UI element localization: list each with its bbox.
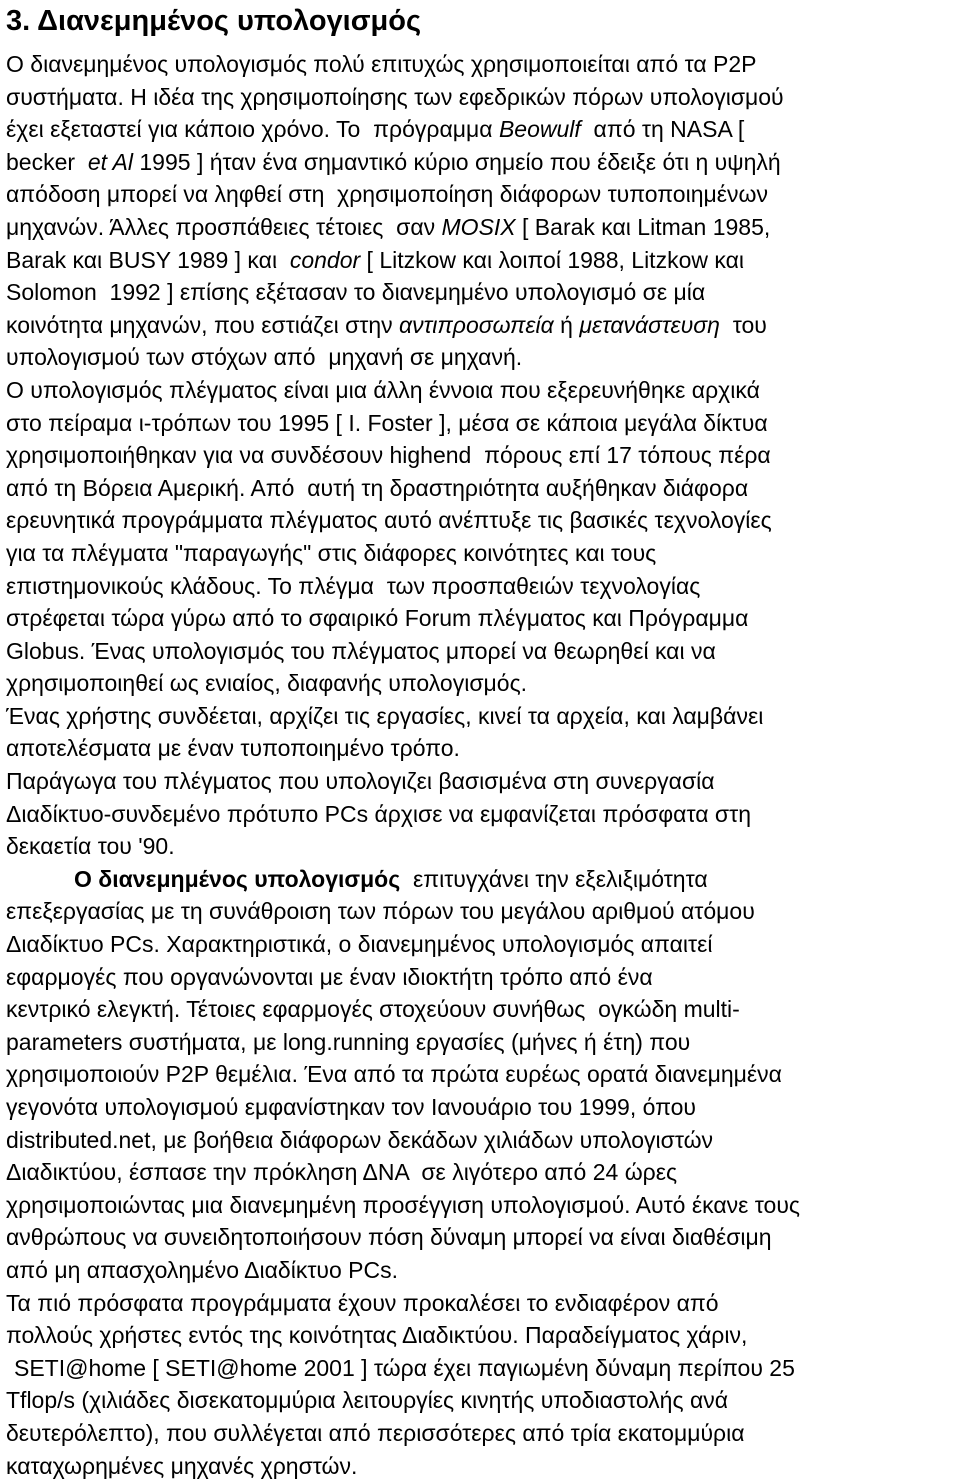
text-line <box>6 341 956 374</box>
text-segment: χρησιμοποιηθεί ως ενιαίος, διαφανής υπολογισμός. <box>6 670 528 697</box>
italic-text: MOSIX <box>441 213 516 240</box>
text-line <box>6 309 956 342</box>
text-segment: υπολογισμού των στόχων από μηχανή σε μηχανή. <box>6 344 523 371</box>
text-segment: Tflop/s (χιλιάδες δισεκατομμύρια λειτουργίες κινητής υποδιαστολής ανά <box>6 1387 729 1414</box>
text-line <box>6 81 956 114</box>
text-segment: μηχανών. Άλλες προσπάθειες τέτοιες σαν <box>6 213 442 240</box>
text-segment: εφαρμογές που οργανώνονται με έναν ιδιοκτήτη τρόπο από ένα <box>6 963 653 990</box>
text-segment: του <box>719 311 767 338</box>
italic-text: et Al <box>87 148 133 175</box>
italic-text: μετανάστευση <box>579 311 720 338</box>
text-segment: χρησιμοποιήθηκαν για να συνδέσουν highend πόρους επί 17 τόπους πέρα <box>6 442 771 469</box>
italic-text: αντιπροσωπεία <box>399 311 554 338</box>
text-segment: δευτερόλεπτο), που συλλέγεται από περισσότερες από τρία εκατομμύρια <box>6 1419 745 1446</box>
text-line <box>6 504 956 537</box>
text-line <box>6 895 956 928</box>
text-segment: από μη απασχολημένο Διαδίκτυο PCs. <box>6 1256 398 1283</box>
text-segment: δεκαετία του '90. <box>6 833 175 860</box>
text-line <box>6 961 956 994</box>
text-segment: κεντρικό ελεγκτή. Τέτοιες εφαρμογές στοχεύουν συνήθως ογκώδη multi- <box>6 996 740 1023</box>
text-line <box>6 570 956 603</box>
text-segment: Ένας χρήστης συνδέεται, αρχίζει τις εργασίες, κινεί τα αρχεία, και λαμβάνει <box>6 702 764 729</box>
text-segment: [ Barak και Litman 1985, <box>515 213 771 240</box>
text-line <box>6 1189 956 1222</box>
text-line <box>6 537 956 570</box>
italic-text: condor <box>289 246 361 273</box>
text-segment: κοινότητα μηχανών, που εστιάζει στην <box>6 311 400 338</box>
text-segment: χρησιμοποιούν P2P θεμέλια. Ένα από τα πρώτα ευρέως ορατά διανεμημένα <box>6 1061 782 1088</box>
text-line <box>6 602 956 635</box>
text-segment: από τη Βόρεια Αμερική. Από αυτή τη δραστηριότητα αυξήθηκαν διάφορα <box>6 474 749 501</box>
text-segment: αποτελέσματα με έναν τυποποιημένο τρόπο. <box>6 735 460 762</box>
text-segment: Διαδίκτυο-συνδεμένο πρότυπο PCs άρχισε να εμφανίζεται πρόσφατα στη <box>6 800 751 827</box>
text-line <box>6 635 956 668</box>
text-segment: Ο διανεμημένος υπολογισμός πολύ επιτυχώς χρησιμοποιείται από τα P2P <box>6 51 757 77</box>
text-segment: απόδοση μπορεί να ληφθεί στη χρησιμοποίηση διάφορων τυποποιημένων <box>6 181 768 208</box>
text-segment: έχει εξεταστεί για κάποιο χρόνο. Το πρόγραμμα <box>6 116 499 143</box>
text-segment: Barak και BUSY 1989 ] και <box>6 246 290 273</box>
text-segment: ή <box>553 311 580 338</box>
text-line <box>6 1417 956 1450</box>
text-segment: από τη NASA [ <box>580 116 745 143</box>
text-line <box>6 1124 956 1157</box>
text-line <box>6 374 956 407</box>
text-line <box>6 1287 956 1320</box>
text-line <box>6 407 956 440</box>
text-line <box>6 1254 956 1287</box>
text-line <box>6 765 956 798</box>
text-line <box>6 1450 956 1482</box>
text-segment: γεγονότα υπολογισμού εμφανίστηκαν τον Ιανουάριο του 1999, όπου <box>6 1094 697 1120</box>
text-segment: becker <box>6 148 88 175</box>
text-segment: Τα πιό πρόσφατα προγράμματα έχουν προκαλέσει το ενδιαφέρον από <box>6 1289 719 1316</box>
text-segment: Διαδίκτυο PCs. Χαρακτηριστικά, ο διανεμημένος υπολογισμός απαιτεί <box>6 931 713 958</box>
text-segment: επεξεργασίας με τη συνάθροιση των πόρων του μεγάλου αριθμού ατόμου <box>6 898 755 925</box>
text-segment: για τα πλέγματα "παραγωγής" στις διάφορες κοινότητες και τους <box>6 539 657 566</box>
text-line <box>6 178 956 211</box>
text-segment: Solomon 1992 ] επίσης εξέτασαν το διανεμημένο υπολογισμό σε μία <box>6 279 706 306</box>
text-segment: distributed.net, με βοήθεια διάφορων δεκάδων χιλιάδων υπολογιστών <box>6 1126 714 1153</box>
text-line <box>6 472 956 505</box>
text-line <box>6 1156 956 1189</box>
bold-text: Ο διανεμημένος υπολογισμός <box>74 865 401 892</box>
text-segment: χρησιμοποιώντας μια διανεμημένη προσέγγιση υπολογισμού. Αυτό έκανε τους <box>6 1191 800 1218</box>
text-line <box>6 1026 956 1059</box>
text-line <box>6 830 956 863</box>
text-line <box>6 732 956 765</box>
text-line <box>6 1319 956 1352</box>
text-line <box>6 146 956 179</box>
text-segment: 1995 ] ήταν ένα σημαντικό κύριο σημείο που έδειξε ότι η υψηλή <box>133 148 781 175</box>
text-line <box>6 863 956 896</box>
text-segment: πολλούς χρήστες εντός της κοινότητας Διαδικτύου. Παραδείγματος χάριν, <box>6 1322 748 1349</box>
text-line <box>6 667 956 700</box>
section-heading: 3. Διανεμημένος υπολογισμός <box>6 5 422 37</box>
text-line <box>6 1221 956 1254</box>
text-segment: επιτυγχάνει την εξελιξιμότητα <box>400 865 708 892</box>
text-segment: στρέφεται τώρα γύρω από το σφαιρικό Forum πλέγματος και Πρόγραμμα <box>6 605 749 632</box>
text-segment: parameters συστήματα, με long.running εργασίες (μήνες ή έτη) που <box>6 1028 691 1055</box>
text-line <box>6 211 956 244</box>
text-segment: καταχωρημένες μηχανές χρηστών. <box>6 1452 358 1479</box>
text-line <box>6 439 956 472</box>
text-line <box>6 928 956 961</box>
text-segment: Παράγωγα του πλέγματος που υπολογιζει βασισμένα στη συνεργασία <box>6 768 715 795</box>
text-line <box>6 1058 956 1091</box>
text-segment: Ο υπολογισμός πλέγματος είναι μια άλλη έννοια που εξερευνήθηκε αρχικά <box>6 376 760 403</box>
text-line <box>6 993 956 1026</box>
text-line <box>6 798 956 831</box>
text-segment: επιστημονικούς κλάδους. Το πλέγμα των προσπαθειών τεχνολογίας <box>6 572 701 599</box>
body-text <box>6 48 956 1482</box>
text-segment: [ Litzkow και λοιποί 1988, Litzkow και <box>360 246 744 273</box>
text-line <box>6 700 956 733</box>
text-segment: στο πείραμα ι-τρόπων του 1995 [ I. Foster ], μέσα σε κάποια μεγάλα δίκτυα <box>6 409 768 436</box>
text-segment: Διαδικτύου, έσπασε την πρόκληση ΔΝΑ σε λιγότερο από 24 ώρες <box>6 1159 678 1186</box>
text-segment: SETI@home [ SETI@home 2001 ] τώρα έχει παγιωμένη δύναμη περίπου 25 <box>14 1354 795 1381</box>
text-line <box>6 48 956 81</box>
text-segment: Globus. Ένας υπολογισμός του πλέγματος μπορεί να θεωρηθεί και να <box>6 637 716 664</box>
text-segment: συστήματα. Η ιδέα της χρησιμοποίησης των εφεδρικών πόρων υπολογισμού <box>6 83 784 110</box>
text-segment: ανθρώπους να συνειδητοποιήσουν πόση δύναμη μπορεί να είναι διαθέσιμη <box>6 1224 772 1251</box>
text-line <box>6 113 956 146</box>
text-line <box>6 1384 956 1417</box>
text-segment: ερευνητικά προγράμματα πλέγματος αυτό ανέπτυξε τις βασικές τεχνολογίες <box>6 507 772 534</box>
italic-text: Beowulf <box>498 116 581 143</box>
text-line <box>6 276 956 309</box>
text-line <box>6 1091 956 1124</box>
text-line <box>6 1352 956 1385</box>
text-line <box>6 244 956 277</box>
document-page <box>6 0 956 1482</box>
